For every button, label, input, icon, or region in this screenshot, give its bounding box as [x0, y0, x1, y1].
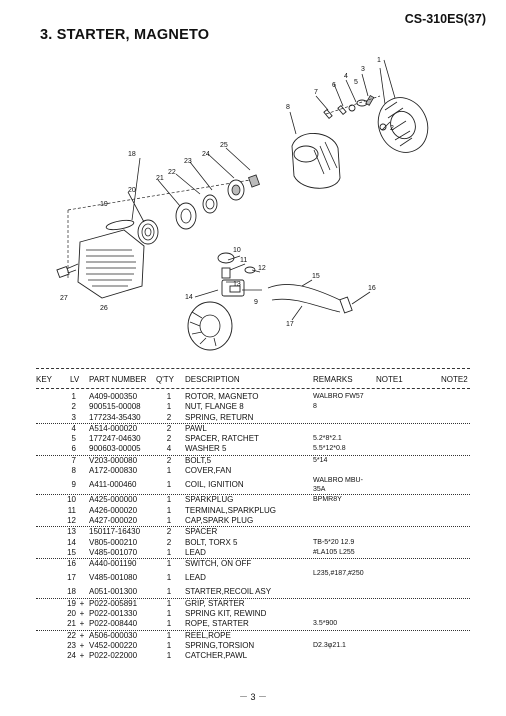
page-number: － 3 －: [238, 692, 267, 702]
table-row: [36, 619, 470, 629]
quantity-cell: 2: [166, 527, 172, 537]
quantity-cell: 1: [166, 630, 172, 640]
key-cell: 7: [71, 455, 76, 465]
remarks-cell: TB-5*20 12.9: [313, 538, 355, 546]
remarks-cell: L235,#187,#250: [313, 570, 364, 578]
key-cell: 5: [71, 434, 76, 444]
level-cell: +: [79, 630, 85, 640]
quantity-cell: 2: [166, 434, 172, 444]
callout-11: 11: [240, 257, 248, 264]
callout-1: 1: [377, 57, 381, 64]
quantity-cell: 2: [166, 455, 172, 465]
callout-2: 2: [390, 125, 394, 132]
part-number-cell: A425-000000: [89, 495, 138, 505]
torsion-spring-drawing: [203, 195, 217, 213]
callout-10: 10: [233, 247, 241, 254]
part-number-cell: 177247-04630: [89, 434, 141, 444]
quantity-cell: 1: [166, 505, 172, 515]
table-row: [36, 444, 470, 454]
key-cell: 22: [67, 630, 76, 640]
description-cell: ROPE, STARTER: [185, 619, 249, 629]
part-number-cell: A427-000020: [89, 515, 138, 525]
pawl-spacer-washer-bolt-drawings: [324, 96, 380, 119]
table-row: [36, 609, 470, 619]
quantity-cell: 1: [166, 559, 172, 569]
key-cell: 16: [67, 559, 76, 569]
description-cell: LEAD: [185, 573, 206, 583]
part-number-cell: P022-022000: [89, 651, 138, 661]
part-number-cell: V485-001080: [89, 573, 138, 583]
quantity-cell: 1: [166, 480, 172, 490]
flywheel-lower-drawing: [188, 302, 232, 350]
callout-6: 6: [332, 82, 336, 89]
callout-27: 27: [60, 295, 68, 302]
callout-22: 22: [168, 169, 176, 176]
key-cell: 24: [67, 651, 76, 661]
table-row: [36, 413, 470, 423]
key-cell: 12: [67, 515, 76, 525]
model-number: CS-310ES(37): [404, 12, 486, 26]
level-cell: +: [79, 598, 85, 608]
callout-24: 24: [202, 151, 210, 158]
key-cell: 10: [67, 495, 76, 505]
col-note1: NOTE1: [376, 375, 403, 384]
col-note2: NOTE2: [441, 375, 468, 384]
description-cell: SPRING KIT, REWIND: [185, 609, 267, 619]
callout-8: 8: [286, 104, 290, 111]
part-number-cell: 900515-00008: [89, 402, 141, 412]
part-number-cell: P022-008440: [89, 619, 138, 629]
part-number-cell: A409-000350: [89, 392, 138, 401]
table-row: [36, 434, 470, 444]
callout-21: 21: [156, 175, 164, 182]
callout-13: 13: [233, 281, 241, 288]
part-number-cell: 900603-00005: [89, 444, 141, 454]
key-cell: 9: [71, 480, 76, 490]
part-number-cell: A051-001300: [89, 587, 138, 597]
description-cell: ROTOR, MAGNETO: [185, 392, 259, 401]
key-cell: 21: [67, 619, 76, 629]
callout-5: 5: [354, 79, 358, 86]
table-row: [36, 598, 470, 609]
callout-7: 7: [314, 89, 318, 96]
part-number-cell: A172-000830: [89, 466, 138, 476]
key-cell: 15: [67, 547, 76, 557]
key-cell: 6: [71, 444, 76, 454]
quantity-cell: 1: [166, 392, 172, 401]
remarks-cell: #LA105 L255: [313, 548, 355, 556]
table-row: [36, 526, 470, 537]
quantity-cell: 1: [166, 547, 172, 557]
key-cell: 4: [71, 423, 76, 433]
rope-reel-drawing: [176, 203, 196, 229]
callout-25: 25: [220, 142, 228, 149]
quantity-cell: 1: [166, 515, 172, 525]
callout-18: 18: [128, 151, 136, 158]
description-cell: SWITCH, ON OFF: [185, 559, 252, 569]
level-cell: +: [79, 640, 85, 650]
level-cell: +: [79, 609, 85, 619]
spring-kit-drawing: [138, 220, 158, 244]
rotor-magneto-drawing: [369, 89, 436, 160]
part-number-cell: A411-000460: [89, 480, 137, 490]
part-number-cell: V203-000080: [89, 455, 138, 465]
callout-3: 3: [361, 66, 365, 73]
part-number-cell: A506-000030: [89, 630, 138, 640]
level-cell: +: [79, 651, 85, 661]
key-cell: 11: [67, 505, 76, 515]
callout-23: 23: [184, 158, 192, 165]
key-cell: 14: [67, 537, 76, 547]
table-row: [36, 587, 470, 597]
quantity-cell: 1: [166, 609, 172, 619]
quantity-cell: 1: [166, 587, 172, 597]
table-row: [36, 630, 470, 641]
key-cell: 2: [71, 402, 76, 412]
table-row: [36, 455, 470, 466]
section-title: 3. STARTER, MAGNETO: [40, 27, 210, 43]
part-number-cell: A440-001190: [89, 559, 137, 569]
callout-19: 19: [100, 201, 108, 208]
key-cell: 3: [71, 412, 76, 422]
quantity-cell: 2: [166, 537, 172, 547]
table-row: [36, 466, 470, 476]
quantity-cell: 4: [166, 444, 172, 454]
description-cell: CATCHER,PAWL: [185, 651, 248, 661]
table-row: [36, 506, 470, 516]
description-cell: BOLT, TORX 5: [185, 537, 238, 547]
table-row: [36, 569, 470, 587]
key-cell: 19: [67, 598, 76, 608]
grip-drawing: [106, 219, 135, 232]
description-cell: PAWL: [185, 423, 207, 433]
part-number-cell: A514-000020: [89, 423, 138, 433]
table-row: [36, 558, 470, 569]
table-row: [36, 516, 470, 526]
quantity-cell: 1: [166, 640, 172, 650]
table-row: [36, 423, 470, 434]
remarks-cell: 5.2*8*2.1: [313, 435, 342, 443]
callout-26: 26: [100, 305, 108, 312]
callout-14: 14: [185, 294, 193, 301]
quantity-cell: 1: [166, 619, 172, 629]
part-number-cell: 177234-35430: [89, 412, 141, 422]
part-number-cell: 150117-16430: [89, 527, 141, 537]
key-cell: 13: [67, 527, 76, 537]
remarks-cell: 8: [313, 403, 317, 411]
description-cell: WASHER 5: [185, 444, 227, 454]
description-cell: SPACER, RATCHET: [185, 434, 259, 444]
col-remarks: REMARKS: [313, 375, 353, 384]
pawl-catcher-drawing: [228, 180, 244, 200]
col-key: KEY: [36, 375, 53, 384]
quantity-cell: 1: [166, 495, 172, 505]
quantity-cell: 1: [166, 402, 172, 412]
description-cell: NUT, FLANGE 8: [185, 402, 244, 412]
description-cell: TERMINAL,SPARKPLUG: [185, 505, 276, 515]
fan-cover-drawing: [292, 133, 340, 188]
part-number-cell: V485-001070: [89, 547, 138, 557]
key-cell: 1: [71, 392, 76, 401]
description-cell: SPRING, RETURN: [185, 412, 254, 422]
key-cell: 17: [67, 573, 76, 583]
recoil-starter-drawing: [57, 230, 144, 298]
description-cell: CAP,SPARK PLUG: [185, 515, 254, 525]
col-qty: Q'TY: [156, 375, 174, 384]
callout-20: 20: [128, 187, 136, 194]
parts-table: [36, 392, 470, 662]
quantity-cell: 1: [166, 651, 172, 661]
part-number-cell: A426-000020: [89, 505, 138, 515]
description-cell: SPACER: [185, 527, 218, 537]
description-cell: COVER,FAN: [185, 466, 232, 476]
callout-4: 4: [344, 73, 348, 80]
remarks-cell: BPMR8Y: [313, 496, 342, 504]
table-header-rule: [36, 388, 470, 389]
table-row: [36, 476, 470, 494]
table-row: [36, 651, 470, 661]
remarks-cell: 5.5*12*0.8: [313, 445, 346, 453]
part-number-cell: P022-005891: [89, 598, 138, 608]
quantity-cell: 2: [166, 412, 172, 422]
remarks-cell: 3.5*900: [313, 620, 338, 628]
table-row: [36, 402, 470, 412]
remarks-cell: WALBRO MBU-: [313, 477, 363, 485]
lead-wires-drawing: [268, 284, 352, 313]
description-cell: STARTER,RECOIL ASY: [185, 587, 272, 597]
part-number-cell: P022-001330: [89, 609, 138, 619]
col-description: DESCRIPTION: [185, 375, 240, 384]
remarks-cell: WALBRO FW57: [313, 393, 364, 400]
quantity-cell: 2: [166, 423, 172, 433]
remarks-cell: D2.3φ21.1: [313, 641, 346, 649]
callout-17: 17: [286, 321, 294, 328]
key-cell: 8: [71, 466, 76, 476]
description-cell: LEAD: [185, 547, 206, 557]
quantity-cell: 1: [166, 598, 172, 608]
key-cell: 20: [67, 609, 76, 619]
bolt-drawing: [249, 175, 260, 187]
quantity-cell: 1: [166, 466, 172, 476]
table-top-rule: [36, 368, 470, 369]
description-cell: REEL,ROPE: [185, 630, 231, 640]
table-row: [36, 548, 470, 558]
part-number-cell: V452-000220: [89, 640, 138, 650]
part-number-cell: V805-000210: [89, 537, 138, 547]
table-row: [36, 392, 470, 402]
callout-16: 16: [368, 285, 376, 292]
quantity-cell: 1: [166, 573, 172, 583]
col-part-number: PART NUMBER: [89, 375, 147, 384]
remarks-cell-line2: 35A: [313, 486, 326, 494]
table-row: [36, 641, 470, 651]
col-lv: LV: [70, 375, 80, 384]
callout-12: 12: [258, 265, 266, 272]
description-cell: GRIP, STARTER: [185, 598, 245, 608]
exploded-parts-diagram: [40, 50, 480, 360]
description-cell: SPRING,TORSION: [185, 640, 255, 650]
description-cell: COIL, IGNITION: [185, 480, 244, 490]
level-cell: +: [79, 619, 85, 629]
callout-9: 9: [254, 299, 258, 306]
remarks-cell: 5*14: [313, 456, 328, 464]
table-row: [36, 494, 470, 505]
description-cell: SPARKPLUG: [185, 495, 234, 505]
key-cell: 23: [67, 640, 76, 650]
table-row: [36, 538, 470, 548]
description-cell: BOLT,5: [185, 455, 212, 465]
callout-15: 15: [312, 273, 320, 280]
key-cell: 18: [67, 587, 76, 597]
